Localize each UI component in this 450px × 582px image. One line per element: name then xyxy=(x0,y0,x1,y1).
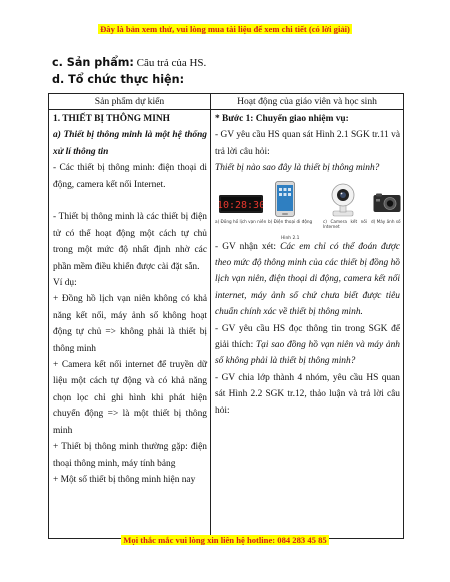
left-paragraph-4: + Đồng hồ lịch vạn niên không có khả năng kết nối, máy ảnh số không hoạt động tự chủ => không phải là thiết bị thông minh xyxy=(53,294,207,354)
table-header-row xyxy=(49,94,404,110)
figure-title: Hình 2.1 xyxy=(281,235,300,241)
right-paragraph-3 xyxy=(215,321,400,370)
left-paragraph-5: + Camera kết nối internet để truyền dữ liệu một cách tự động và có khả năng chọn lọc chỉ ghi hình khi phát hiện chuyển động => là một thiết bị thông minh xyxy=(53,360,207,436)
left-paragraph-7: + Một số thiết bị thông minh hiện nay xyxy=(53,474,196,485)
section-d-heading xyxy=(52,73,184,86)
section-c-heading xyxy=(52,56,206,69)
internet-camera-image xyxy=(325,183,361,223)
caption-smartphone: b) Điện thoại di động xyxy=(268,218,313,224)
clock-digits: 10:28:30 xyxy=(219,199,263,211)
hotline-banner xyxy=(0,535,450,545)
caption-internet-camera: c) Camera kết nối Internet xyxy=(323,218,367,229)
header-teacher-student-activity: Hoạt động của giáo viên và học sinh xyxy=(211,94,404,110)
section-c-text: Câu trả của HS. xyxy=(133,57,207,69)
section-d-label: d. Tổ chức thực hiện: xyxy=(52,73,185,86)
right-paragraph-2-comment: Các em chỉ có thể đoán được theo mức độ thông minh của các thiết bị đồng hồ lịch vạn niên, điện thoại di động, camera kết nối internet, máy ảnh số chứ chưa biết được tiêu chuẩn chính xác về thiết bị thông minh. xyxy=(215,241,400,318)
caption-digital-camera: d) Máy ảnh số xyxy=(371,218,401,224)
activity-table xyxy=(48,93,404,539)
smart-device-title: 1. THIẾT BỊ THÔNG MINH xyxy=(53,114,170,124)
left-paragraph-3: Ví dụ: xyxy=(53,278,77,289)
digital-camera-image xyxy=(373,193,401,219)
right-paragraph-1: - GV yêu cầu HS quan sát Hình 2.1 SGK tr.11 và trả lời câu hỏi: xyxy=(215,130,400,157)
preview-notice-banner xyxy=(0,24,450,34)
section-c-label: c. Sản phẩm: xyxy=(52,56,134,69)
smartphone-image xyxy=(275,181,295,223)
left-paragraph-2: - Thiết bị thông minh là các thiết bị điện tử có thể hoạt động một cách tự chủ trong một mức độ nhất định nhờ các phần mềm điều khiển được cài đặt sẵn. xyxy=(53,212,207,272)
right-paragraph-2-prefix: - GV nhận xét: xyxy=(215,241,281,252)
step-1-label: * Bước 1: Chuyển giao nhiệm vụ: xyxy=(215,114,349,124)
right-paragraph-4: - GV chia lớp thành 4 nhóm, yêu cầu HS quan sát Hình 2.2 SGK tr.12, thảo luận và trả lời câu hỏi: xyxy=(215,372,400,416)
right-paragraph-2 xyxy=(215,239,400,321)
preview-notice-text: Đây là bản xem thử, vui lòng mua tài liệu để xem chi tiết (có lời giải) xyxy=(100,24,350,34)
activity-cell xyxy=(211,110,404,539)
right-question-1: Thiết bị nào sao đây là thiết bị thông minh? xyxy=(215,163,380,174)
right-paragraph-3-prefix: - GV yêu cầu HS đọc thông tin trong SGK để giải thích: xyxy=(215,323,400,351)
paragraph-spacer xyxy=(53,193,207,209)
left-paragraph-6: + Thiết bị thông minh thường gặp: điện thoại thông minh, máy tính bảng xyxy=(53,442,207,469)
figure-2-1 xyxy=(215,181,401,241)
expected-product-cell xyxy=(49,110,211,539)
hotline-text: Mọi thắc mắc vui lòng xin liên hệ hotline: 084 283 45 85 xyxy=(123,535,327,545)
caption-calendar-clock: a) Đồng hồ lịch vạn niên xyxy=(215,218,267,224)
header-expected-product: Sản phẩm dự kiến xyxy=(49,94,211,110)
smart-device-subtitle: a) Thiết bị thông minh là một hệ thống xử lí thông tin xyxy=(53,130,207,157)
calendar-clock-image xyxy=(219,195,263,219)
right-paragraph-3-question: Tại sao đồng hồ vạn niên và máy ảnh số không phải là thiết bị thông minh? xyxy=(215,340,400,367)
table-body-row xyxy=(49,110,404,539)
left-paragraph-1: - Các thiết bị thông minh: điện thoại di động, camera kết nối Internet. xyxy=(53,163,207,190)
